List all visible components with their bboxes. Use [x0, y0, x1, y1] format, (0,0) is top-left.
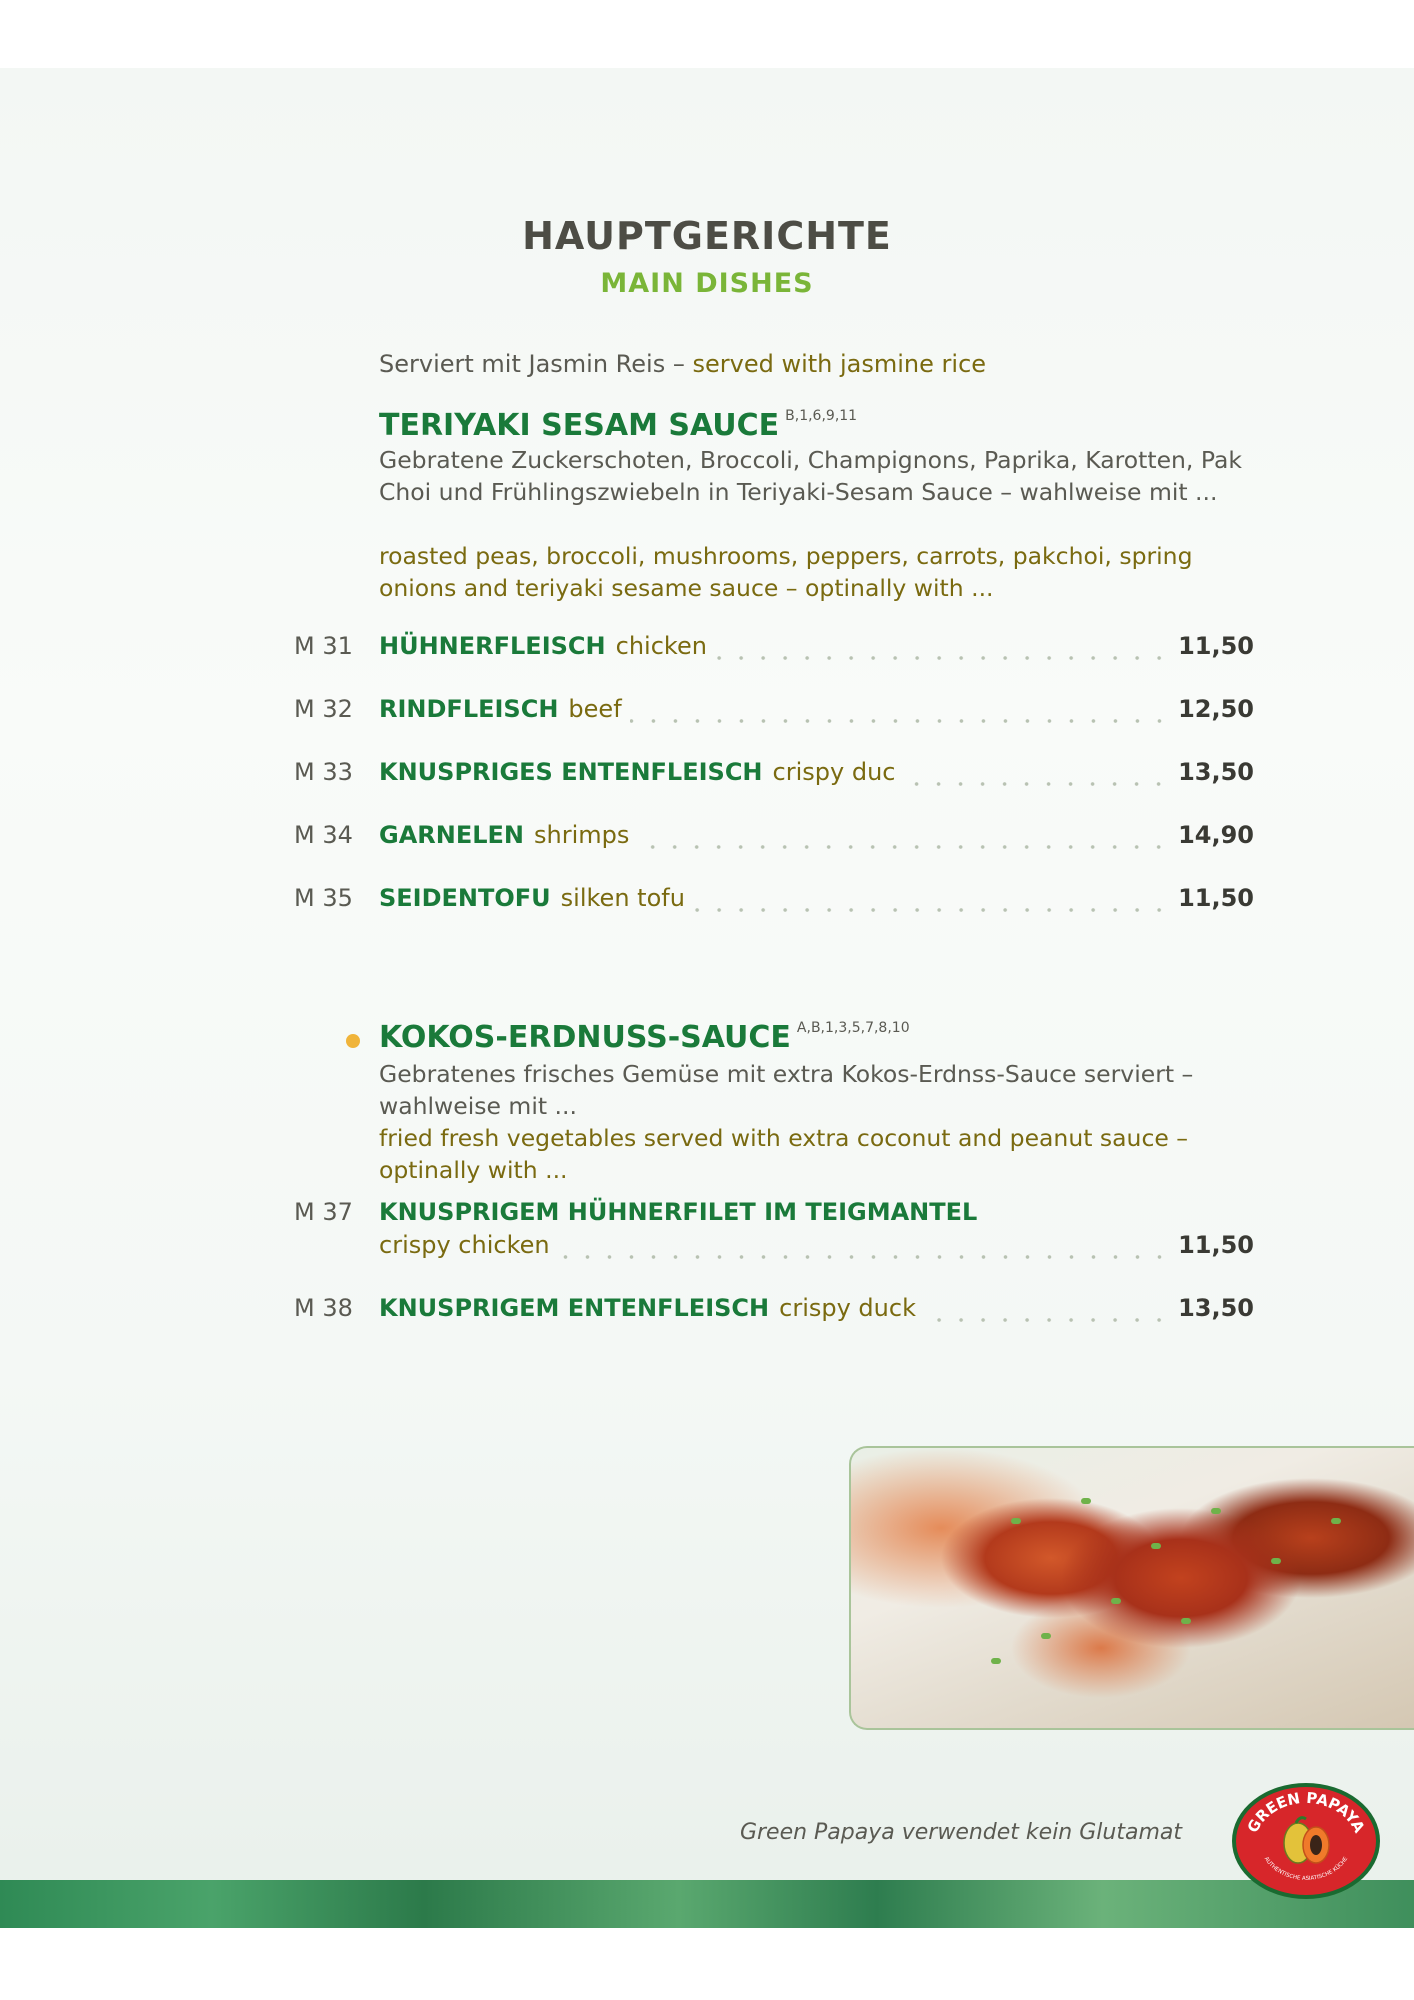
allergen-codes: B,1,6,9,11	[785, 408, 858, 424]
garnish	[1211, 1508, 1221, 1514]
item-name: SEIDENTOFU	[379, 884, 551, 912]
logo-emblem	[1236, 1787, 1376, 1895]
section-title-teriyaki	[379, 408, 857, 443]
intro-en: served with jasmine rice	[692, 350, 987, 378]
item-name-en: beef	[568, 695, 622, 723]
section-title-text: TERIYAKI SESAM SAUCE	[379, 408, 780, 443]
section-bullet	[346, 1034, 360, 1048]
section-desc-de: Gebratenes frisches Gemüse mit extra Kokos-Erdnss-Sauce serviert – wahlweise mit ...	[379, 1060, 1194, 1120]
item-code: M 38	[294, 1294, 353, 1322]
item-name: GARNELEN	[379, 821, 525, 849]
menu-item-m34[interactable]	[294, 821, 1254, 857]
logo-top-text: GREEN PAPAYA	[1243, 1788, 1369, 1836]
item-price: 11,50	[1178, 884, 1254, 912]
dot-leader	[903, 782, 1170, 786]
dot-leader	[715, 656, 1170, 660]
item-name-en: crispy duck	[779, 1294, 916, 1322]
garnish	[1331, 1518, 1341, 1524]
item-price: 14,90	[1178, 821, 1254, 849]
footer-note: Green Papaya verwendet kein Glutamat	[739, 1820, 1182, 1845]
dot-leader	[630, 719, 1170, 723]
section-desc-en: fried fresh vegetables served with extra coconut and peanut sauce – optinally with ...	[379, 1124, 1189, 1184]
dot-leader	[924, 1318, 1170, 1322]
menu-item-m35[interactable]	[294, 884, 1254, 920]
garnish	[1181, 1618, 1191, 1624]
page-title: HAUPTGERICHTE	[522, 214, 892, 258]
green-papaya-logo	[1232, 1783, 1380, 1899]
section-title-kokos	[379, 1020, 910, 1055]
item-name: KNUSPRIGEM HÜHNERFILET IM TEIGMANTEL	[379, 1198, 978, 1226]
item-code: M 34	[294, 821, 353, 849]
page-subtitle: MAIN DISHES	[600, 268, 814, 299]
item-code: M 31	[294, 632, 353, 660]
item-price: 13,50	[1178, 1294, 1254, 1322]
item-code: M 32	[294, 695, 353, 723]
item-code: M 37	[294, 1198, 353, 1226]
logo-bottom-text: AUTHENTISCHE ASIATISCHE KÜCHE	[1262, 1856, 1350, 1882]
menu-item-m38[interactable]	[294, 1294, 1254, 1330]
item-code: M 33	[294, 758, 353, 786]
item-name: RINDFLEISCH	[379, 695, 559, 723]
garnish	[1271, 1558, 1281, 1564]
garnish	[1151, 1543, 1161, 1549]
menu-item-m32[interactable]	[294, 695, 1254, 731]
section-desc-de: Gebratene Zuckerschoten, Broccoli, Champignons, Paprika, Karotten, Pak Choi und Frühlingszwiebeln in Teriyaki-Sesam Sauce – wahlweise mit ...	[379, 446, 1242, 506]
garnish	[991, 1658, 1001, 1664]
menu-item-m31[interactable]	[294, 632, 1254, 668]
allergen-codes: A,B,1,3,5,7,8,10	[796, 1020, 910, 1036]
item-name: KNUSPRIGES ENTENFLEISCH	[379, 758, 763, 786]
item-price: 13,50	[1178, 758, 1254, 786]
dot-leader	[558, 1255, 1170, 1259]
dot-leader	[693, 908, 1170, 912]
menu-item-m37[interactable]	[294, 1198, 1254, 1234]
menu-item-m37-line2	[379, 1231, 1254, 1267]
footer-green-band	[0, 1880, 1414, 1928]
garnish	[1111, 1598, 1121, 1604]
item-code: M 35	[294, 884, 353, 912]
item-price: 11,50	[1178, 632, 1254, 660]
dot-leader	[637, 845, 1170, 849]
food-photo	[849, 1446, 1414, 1730]
intro-line	[379, 350, 986, 378]
menu-item-m33[interactable]	[294, 758, 1254, 794]
item-name-en: silken tofu	[560, 884, 685, 912]
intro-de: Serviert mit Jasmin Reis –	[379, 350, 685, 378]
section-desc-en: roasted peas, broccoli, mushrooms, peppers, carrots, pakchoi, spring onions and teriyaki sesame sauce – optinally with ...	[379, 542, 1193, 602]
item-price: 11,50	[1178, 1231, 1254, 1259]
item-name: KNUSPRIGEM ENTENFLEISCH	[379, 1294, 770, 1322]
item-name: HÜHNERFLEISCH	[379, 632, 606, 660]
item-name-en: chicken	[615, 632, 707, 660]
section-title-text: KOKOS-ERDNUSS-SAUCE	[379, 1020, 791, 1055]
item-name-en: crispy duc	[772, 758, 896, 786]
garnish	[1081, 1498, 1091, 1504]
papaya-icon	[1284, 1818, 1329, 1863]
item-price: 12,50	[1178, 695, 1254, 723]
garnish	[1011, 1518, 1021, 1524]
item-name-en: shrimps	[534, 821, 630, 849]
item-name-en: crispy chicken	[379, 1231, 550, 1259]
garnish	[1041, 1633, 1051, 1639]
